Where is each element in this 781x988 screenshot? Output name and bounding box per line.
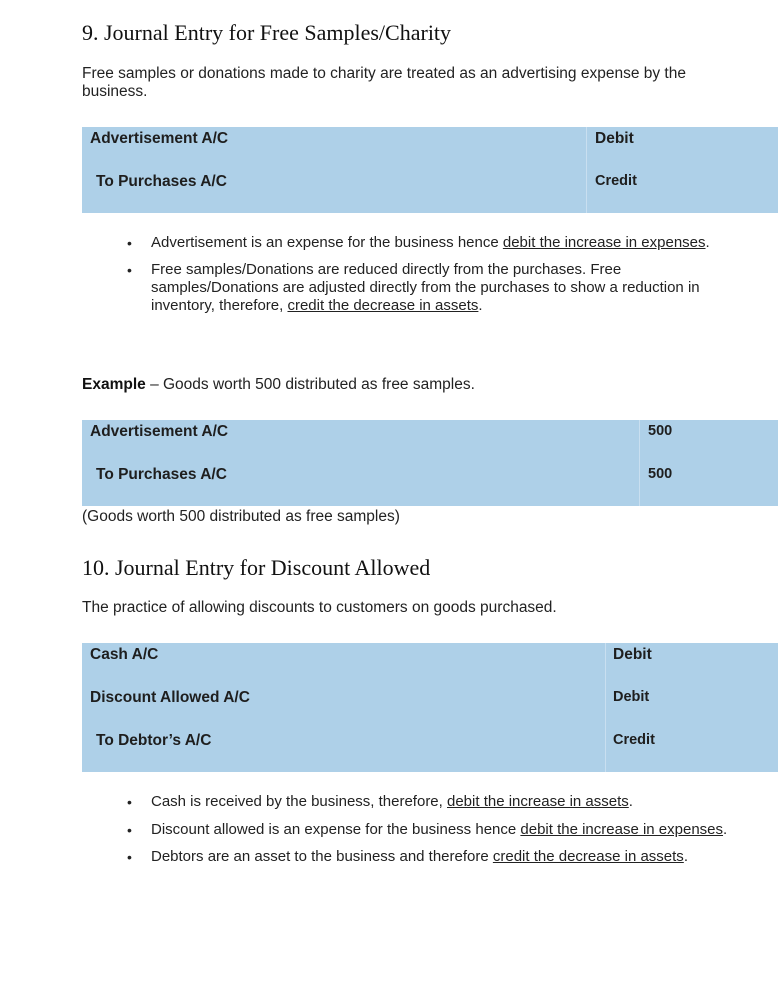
- debit-label: Debit: [613, 689, 650, 705]
- debit-label: Debit: [595, 130, 634, 147]
- journal-row: [82, 646, 778, 666]
- credit-account: To Purchases A/C: [96, 466, 227, 483]
- journal-row: [82, 466, 778, 486]
- journal-row: [82, 130, 778, 150]
- journal-row: [82, 173, 778, 193]
- section-10-intro: The practice of allowing discounts to customers on goods purchased.: [82, 599, 557, 616]
- list-item: • Free samples/Donations are reduced directly from the purchases. Free samples/Donations are adjusted directly from the purchases to show a reduction in inventory, therefore, credit the decrease in assets.: [151, 261, 731, 315]
- example-line: Example – Goods worth 500 distributed as free samples.: [82, 376, 475, 393]
- emphasis-link: credit the decrease in assets: [287, 297, 479, 314]
- emphasis-link: debit the increase in assets: [447, 793, 629, 810]
- list-item: • Discount allowed is an expense for the business hence debit the increase in expenses.: [151, 821, 731, 839]
- credit-account: To Purchases A/C: [96, 173, 227, 190]
- debit-account: Discount Allowed A/C: [90, 689, 250, 706]
- section-9-bullet-list: [151, 234, 731, 315]
- journal-entry-example: [82, 420, 778, 506]
- list-item: • Debtors are an asset to the business and therefore credit the decrease in assets.: [151, 848, 731, 866]
- debit-account: Cash A/C: [90, 646, 159, 663]
- credit-label: Credit: [613, 732, 655, 748]
- debit-account: Advertisement A/C: [90, 130, 229, 147]
- journal-entry-discount-allowed: [82, 643, 778, 772]
- credit-account: To Debtor’s A/C: [96, 732, 212, 749]
- journal-row: [82, 423, 778, 443]
- credit-amount: 500: [648, 466, 673, 482]
- emphasis-link: credit the decrease in assets: [492, 848, 684, 865]
- journal-row: [82, 732, 778, 752]
- emphasis-link: debit the increase in expenses: [502, 234, 706, 251]
- example-label: Example: [82, 376, 146, 393]
- debit-amount: 500: [648, 423, 673, 439]
- debit-label: Debit: [613, 646, 652, 663]
- section-10-bullet-list: [151, 793, 731, 866]
- section-9-heading: 9. Journal Entry for Free Samples/Charity: [82, 20, 452, 45]
- section-9-intro: Free samples or donations made to charity are treated as an advertising expense by the business.: [82, 65, 686, 100]
- journal-entry-free-samples: [82, 127, 778, 213]
- list-item: • Cash is received by the business, therefore, debit the increase in assets.: [151, 793, 731, 811]
- emphasis-link: debit the increase in expenses: [520, 821, 724, 838]
- journal-row: [82, 689, 778, 709]
- debit-account: Advertisement A/C: [90, 423, 229, 440]
- narration: (Goods worth 500 distributed as free samples): [82, 508, 400, 525]
- credit-label: Credit: [595, 173, 637, 189]
- section-10-heading: 10. Journal Entry for Discount Allowed: [82, 555, 431, 580]
- list-item: • Advertisement is an expense for the business hence debit the increase in expenses.: [151, 234, 731, 252]
